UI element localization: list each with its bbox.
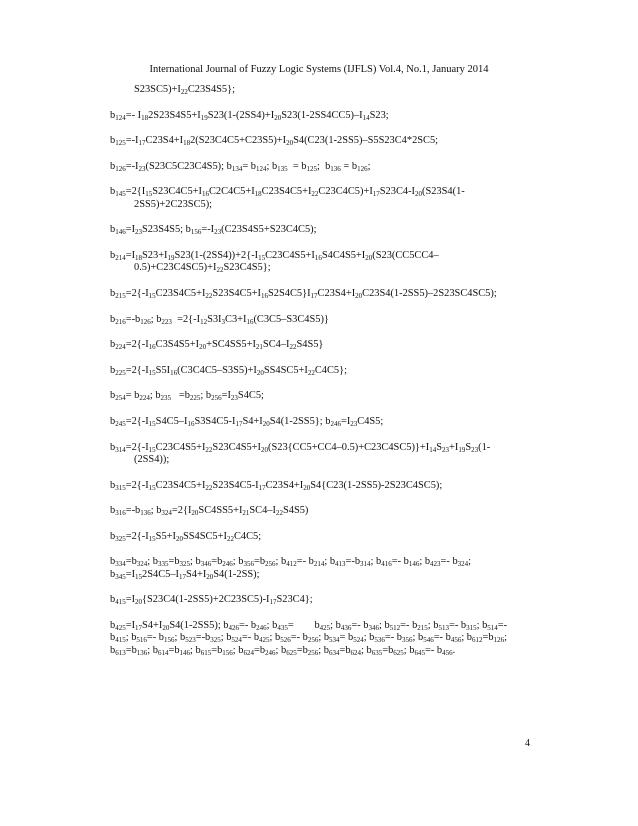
equation-line: $b_{124}=-$ $I_{18}2S23S4S5+I_{19}S23(1-(2SS4)+I_{20}S23(1-2SS4CC5)-I_{14}S23$; [110,109,389,122]
equation-line: 2SS5)+2C23SC5); [134,198,213,210]
equation-line: $b_{254}= b_{224}$; $b_{235} =b_{225}$; $b_{256}=I_{23}S4C5$; [110,390,264,403]
page-number: 4 [525,738,530,749]
equation-line: $b_{325}=2\{-I_{15}S5+I_{20}SS4SC5+I_{22}C4C5$; [110,530,262,543]
equation-line: $0.5)+C23C4SC5)+I_{22}S23C4S5$}; [134,262,271,275]
equation-line: $b_{415}=I_{20}\{S23C4(1-2SS5)+2C23SC5)-I_{17}S23C4$}; [110,594,313,607]
equation-line: $b_{145}=2\{I_{15}S23C4C5+I_{16}C2C4C5+I_{18}C23S4C5+I_{22}C23C4C5)+I_{17}S23C4-I_{20}(S23S4(1-$ [110,186,465,199]
equation-line: $b_{315}=2\{-I_{15}C23S4C5+I_{22}S23S4C5-I_{17}C23S4+I_{20}S4\{C23(1-2SS5)-2S23C4SC5)$; [110,479,443,492]
equation-line: $b_{146}=I_{23}S23S4S5$; $b_{156}=-I_{23}(C23S4S5+S23C4C5)$; [110,224,317,237]
running-header: International Journal of Fuzzy Logic Systems (IJFLS) Vol.4, No.1, January 2014 [149,64,489,75]
equation-line: (2SS4)); [134,453,170,465]
equation-line: $b_{225}=2\{-I_{15}S5I_{16}(C3C4C5-S3S5)+I_{20}SS4SC5+I_{22}C4C5\}$; [110,364,347,377]
equation-line: $b_{425}=I_{17}S4+I_{20}S4(1-2SS5)$; $b_{426}=-$ $b_{246}$; $b_{435}=$ $b_{425}$; $b_{436}=-$ $b_{346}$; $b_{512}=-$ $b_{215}$; $b_{513}=-$ $b_{315}$; $b_{514}=-$ $b_{415}$; $b_{516}=-$ $b_{156}$; $b_{523}=-b_{325}$; $b_{524}=-$ $b_{425}$; $b_{526}=-$ $b_{256}$; $b_{534}= b_{524}$; $b_{536}=-$ $b_{356}$; $b_{546}=-$ $b_{456}$; $b_{612}=b_{126}$; $b_{613}=b_{136}$; $b_{614}=b_{146}$; $b_{615}=b_{156}$; $b_{624}=b_{246}$; $b_{625}=b_{256}$; $b_{634}=b_{624}$; $b_{635}=b_{625}$; $b_{645}=-$ $b_{456}$. [110,619,508,657]
equation-line: $b_{214}=I_{18}S23+I_{19}S23(1-(2SS4))+2\{-I_{15}C23C4S5+I_{16}S4C4S5+I_{20}(S23(CC5CC4-$ [110,249,439,262]
equation-line: $S23SC5)+I_{22}C23S4S5$}; [134,84,236,96]
equation-line: $b_{126}=-I_{23}(S23C5C23C4S5)$; $b_{134}= b_{124}$; $b_{135} = b_{125}$; $b_{136} = b_{126}$; [110,160,371,173]
equation-line: $b_{125}=-I_{17}C23S4+I_{18}2(S23C4C5+C23S5)+I_{20}S4(C23(1-2SS5)-S5S23C4*2SC5$; [110,135,439,148]
equation-line: $b_{314}=2\{-I_{15}C23C4S5+I_{22}S23C4S5+I_{20}(S23\{CC5+CC4-0.5)+C23C4SC5)\}+I_{14}S_{23}+I_{19}S_{23}(1-$ [110,441,491,454]
equation-line: $b_{245}=2\{-I_{15}S4C5-I_{16}S3S4C5-I_{17}S4+I_{20}S4(1-2SS5\}$; $b_{246}=I_{23}C4S5$; [110,415,384,428]
equation-line: $b_{316}=-b_{136}$; $b_{324}=2\{I_{20}SC4SS5+I_{21}SC4-I_{22}S4S5)$ [110,505,309,518]
equation-line: $b_{224}=2\{-I_{16}C3S4S5+I_{20}+SC4SS5+I_{21}SC4-I_{22}S4S5\}$ [110,339,324,352]
equation-line: $b_{334}=b_{324}$; $b_{335}=b_{325}$; $b_{346}=b_{246}$; $b_{356}=b_{256}$; $b_{412}=-$ $b_{214}$; $b_{413}=-b_{314}$; $b_{416}=-$ $b_{146}$; $b_{423}=-$ $b_{324}$; $b_{345}=I_{15}2S4C5-I_{17}S4+I_{20}S4(1-2SS)$; [110,556,472,581]
equation-line: $b_{215}=2\{-I_{15}C23S4C5+I_{22}S23S4C5+I_{16}S2S4C5\}I_{17}C23S4+I_{20}C23S4(1-2SS5)-2S23SC4SC5$); [110,287,497,300]
equation-line: $b_{216}=-b_{126}$; $b_{223} =2\{-I_{12}S3I_3C3+I_{16}(C3C5-S3C4S5)\}$ [110,313,329,326]
equation-body [110,84,530,670]
